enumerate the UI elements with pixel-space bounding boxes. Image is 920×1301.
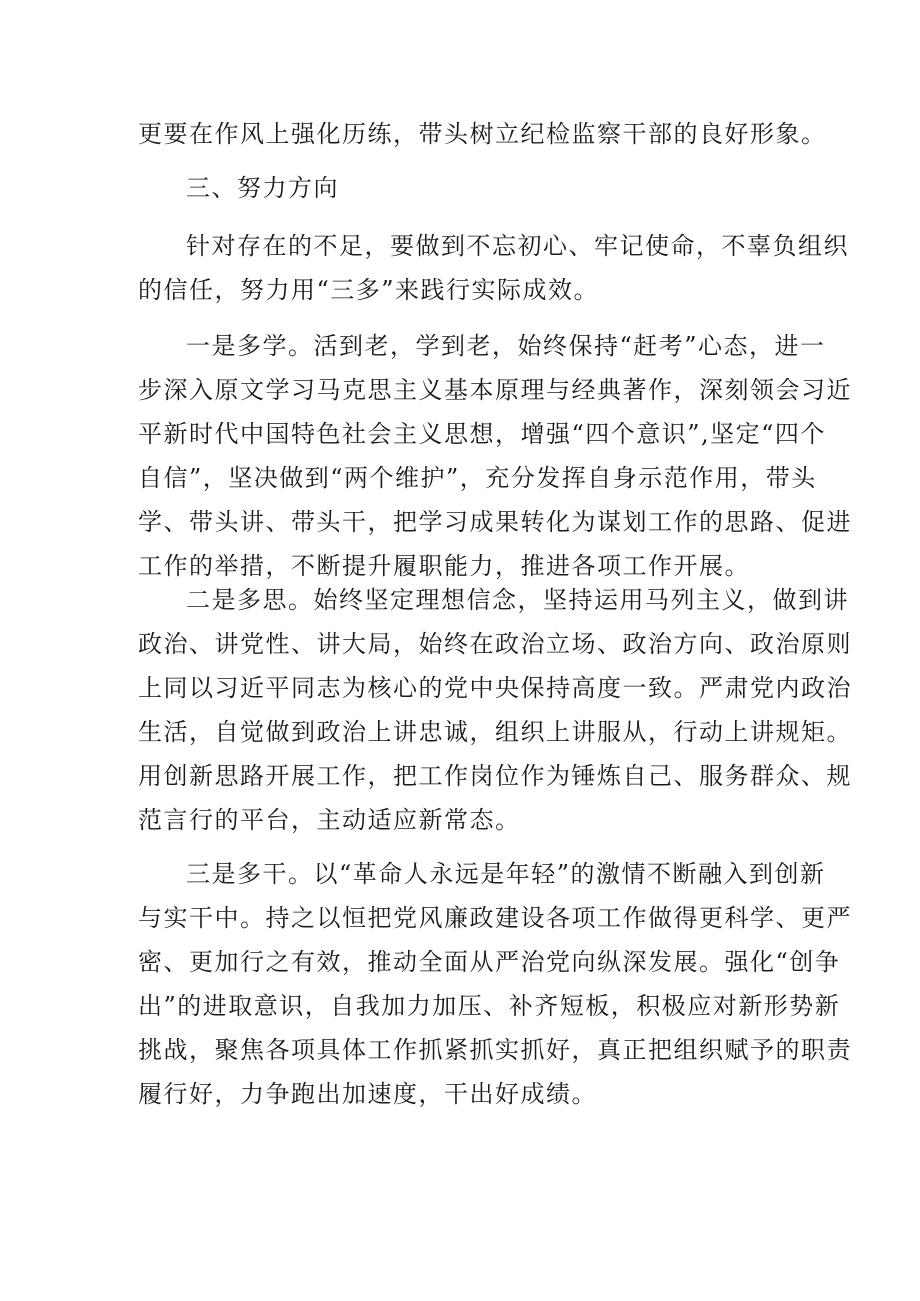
text-line: 一是多学。活到老，学到老，始终保持“赶考”心态，进一 <box>186 332 826 360</box>
text-line: 更要在作风上强化历练，带头树立纪检监察干部的良好形象。 <box>138 120 827 148</box>
text-line: 用创新思路开展工作，把工作岗位作为锤炼自己、服务群众、规 <box>138 762 852 790</box>
paragraph-point-1 <box>138 328 852 584</box>
text-line: 学、带头讲、带头干，把学习成果转化为谋划工作的思路、促进 <box>138 508 852 536</box>
text-line: 密、更加行之有效，推动全面从严治党向纵深发展。强化“创争 <box>138 948 841 976</box>
text-line: 与实干中。持之以恒把党风廉政建设各项工作做得更科学、更严 <box>138 904 852 932</box>
text-line: 出”的进取意识，自我加力加压、补齐短板，积极应对新形势新 <box>138 992 841 1020</box>
section-heading <box>138 170 790 206</box>
text-line: 挑战，聚焦各项具体工作抓紧抓实抓好，真正把组织赋予的职责 <box>138 1036 852 1064</box>
text-line: 生活，自觉做到政治上讲忠诚，组织上讲服从，行动上讲规矩。 <box>138 718 852 746</box>
text-line: 政治、讲党性、讲大局，始终在政治立场、政治方向、政治原则 <box>138 630 852 658</box>
text-line: 三是多干。以“革命人永远是年轻”的激情不断融入到创新 <box>186 860 826 888</box>
text-line: 的信任，努力用“三多”来践行实际成效。 <box>138 276 600 304</box>
text-line: 平新时代中国特色社会主义思想，增强“四个意识”,坚定“四个 <box>138 420 826 448</box>
text-line: 自信”，坚决做到“两个维护”，充分发挥自身示范作用，带头 <box>138 464 817 492</box>
paragraph-point-3 <box>138 856 852 1112</box>
paragraph-intro <box>138 228 849 308</box>
text-line: 二是多思。始终坚定理想信念，坚持运用马列主义，做到讲 <box>186 586 849 614</box>
text-line: 工作的举措，不断提升履职能力，推进各项工作开展。 <box>138 552 750 580</box>
text-line: 上同以习近平同志为核心的党中央保持高度一致。严肃党内政治 <box>138 674 852 702</box>
paragraph-continuation <box>138 116 827 152</box>
text-line: 三、努力方向 <box>186 174 339 202</box>
text-line: 针对存在的不足，要做到不忘初心、牢记使命，不辜负组织 <box>186 232 849 260</box>
text-line: 步深入原文学习马克思主义基本原理与经典著作，深刻领会习近 <box>138 376 852 404</box>
paragraph-point-2 <box>138 582 852 838</box>
text-line: 履行好，力争跑出加速度，干出好成绩。 <box>138 1080 597 1108</box>
text-line: 范言行的平台，主动适应新常态。 <box>138 806 521 834</box>
